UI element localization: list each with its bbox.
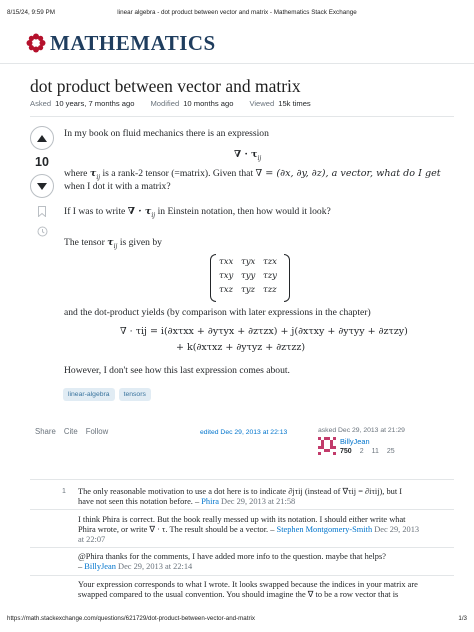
bronze-badge-count: 25 (386, 448, 395, 455)
comment-line: swapped compared to the usual convention. You should imagine the ∇ to be a row vector that is (78, 590, 399, 599)
equation-1 (234, 149, 261, 165)
asked-value: 10 years, 7 months ago (55, 99, 135, 108)
comment-author-link[interactable]: Phira (201, 497, 219, 506)
asked-timestamp: asked Dec 29, 2013 at 21:29 (318, 427, 405, 434)
user-avatar[interactable] (318, 437, 336, 455)
comment-line: – (78, 562, 83, 571)
body-paragraph-6: and the dot-product yields (by comparison with later expressions in the chapter) (64, 307, 371, 318)
gold-badge-count: 2 (359, 448, 364, 455)
body-paragraph-4 (64, 206, 331, 222)
p2-nabla: ∇ = (∂ (255, 168, 286, 179)
comment-line: Your expression corresponds to what I wrote. It looks swapped because the indices in your matrix are (78, 580, 418, 589)
question-title[interactable]: dot product between vector and matrix (30, 76, 301, 96)
comment-timestamp-cont[interactable]: at 22:07 (78, 535, 106, 544)
header-divider (0, 63, 474, 64)
print-date: 8/15/24, 9:59 PM (7, 9, 55, 16)
comment-score: 1 (62, 488, 66, 495)
p2-nabla-rest: x, ∂y, ∂z), a vector, what do I get (285, 168, 441, 179)
edited-link[interactable]: edited Dec 29, 2013 at 22:13 (200, 429, 288, 436)
p2-b: is a rank-2 tensor (=matrix). Given that (102, 168, 254, 179)
p4-sub: ij (151, 211, 156, 219)
p2-tau-sub: ij (96, 173, 101, 181)
tag-tensors[interactable]: tensors (119, 388, 151, 401)
stack-exchange-math-logo-icon (26, 33, 46, 53)
matrix-left-bracket (210, 254, 216, 302)
body-paragraph-3: when I dot it with a matrix? (64, 181, 171, 192)
site-name[interactable]: MATHEMATICS (50, 30, 216, 55)
cite-link[interactable]: Cite (63, 427, 78, 436)
comment-line: Phira wrote, or write ∇ · τ. The result should be a vector. – (78, 525, 275, 534)
matrix-cell: τxy (219, 271, 234, 281)
modified-value[interactable]: 10 months ago (183, 99, 234, 108)
p4-b: in Einstein notation, then how would it look? (157, 206, 331, 217)
print-url: https://math.stackexchange.com/questions/621729/dot-product-between-vector-and-matrix (7, 615, 255, 622)
comment-divider (30, 547, 454, 548)
print-page-number: 1/3 (458, 615, 467, 622)
comment-line: have not seen this notation before. – (78, 497, 200, 506)
p5-b: is given by (119, 237, 162, 248)
comment-divider (30, 575, 454, 576)
body-paragraph-7: However, I don't see how this last expression comes about. (64, 365, 290, 376)
share-link[interactable]: Share (35, 427, 56, 436)
comment-timestamp[interactable]: Dec 29, 2013 at 21:58 (221, 497, 296, 506)
body-paragraph-5 (64, 237, 162, 253)
post-actions (35, 427, 108, 436)
print-footer (7, 615, 467, 625)
reputation-score: 750 (340, 448, 352, 455)
p5-a: The tensor (64, 237, 105, 248)
comment-divider (30, 509, 454, 510)
matrix-cell: τzx (263, 257, 277, 267)
silver-badge-count: 11 (371, 448, 379, 455)
comment-divider (30, 479, 454, 480)
viewed-value: 15k times (278, 99, 311, 108)
comment-timestamp[interactable]: Dec 29, 2013 at 22:14 (118, 562, 193, 571)
matrix-cell: τxx (219, 257, 234, 267)
print-header (7, 9, 467, 19)
arrow-up-icon (37, 135, 47, 142)
matrix-cell: τyz (241, 285, 255, 295)
comment-author-link[interactable]: BillyJean (84, 562, 116, 571)
matrix-cell: τyx (241, 257, 256, 267)
history-button[interactable] (35, 224, 49, 238)
comment-line: I think Phira is correct. But the book really messed up with its notation. I should either write what (78, 515, 406, 524)
asker-card (318, 427, 458, 455)
matrix-right-bracket (284, 254, 290, 302)
downvote-button[interactable] (30, 174, 54, 198)
tag-linear-algebra[interactable]: linear-algebra (63, 388, 115, 401)
equation-1-sub: ij (257, 154, 262, 162)
vote-column (29, 126, 55, 238)
comment-line: The only reasonable motivation to use a dot here is to indicate ∂jτij (instead of ∇τij = ∂iτij), but I (78, 487, 403, 496)
p4-math: ∇ · τ (127, 206, 152, 217)
matrix-cell: τxz (219, 285, 233, 295)
equation-1-text: ∇ · τ (234, 149, 258, 160)
user-name-link[interactable]: BillyJean (340, 437, 370, 446)
matrix-grid (219, 257, 285, 299)
viewed-label: Viewed (249, 99, 275, 108)
upvote-button[interactable] (30, 126, 54, 150)
arrow-down-icon (37, 183, 47, 190)
p5-tau: τ (107, 237, 114, 248)
tensor-matrix (210, 254, 290, 302)
bookmark-button[interactable] (35, 204, 49, 218)
p4-a: If I was to write (64, 206, 126, 217)
vote-count: 10 (35, 155, 49, 169)
equation-2-line-1: ∇ · τij = i(∂xτxx + ∂yτyx + ∂zτzx) + j(∂xτxy + ∂yτyy + ∂zτzy) (120, 326, 408, 337)
matrix-cell: τzy (263, 271, 277, 281)
p2-a: where (64, 168, 88, 179)
user-stats (340, 448, 395, 455)
meta-divider (30, 116, 454, 117)
comment-author-link[interactable]: Stephen Montgomery-Smith (276, 525, 373, 534)
print-title: linear algebra - dot product between vector and matrix - Mathematics Stack Exchange (117, 9, 357, 16)
body-paragraph-1: In my book on fluid mechanics there is an expression (64, 128, 269, 139)
matrix-cell: τzz (263, 285, 277, 295)
bookmark-icon (38, 206, 46, 217)
history-icon (37, 226, 48, 237)
follow-link[interactable]: Follow (85, 427, 109, 436)
modified-label: Modified (150, 99, 180, 108)
site-header[interactable] (26, 28, 216, 58)
question-meta (30, 99, 311, 108)
comment-timestamp[interactable]: Dec 29, 2013 (374, 525, 420, 534)
p2-tau: τ (89, 168, 97, 179)
tag-list (63, 388, 151, 401)
comment-line: @Phira thanks for the comments, I have added more info to the question. maybe that helps? (78, 552, 386, 561)
equation-2-line-2: + k(∂xτxz + ∂yτyz + ∂zτzz) (176, 342, 306, 353)
p5-sub: ij (113, 242, 118, 250)
matrix-cell: τyy (241, 271, 256, 281)
asked-label: Asked (30, 99, 52, 108)
